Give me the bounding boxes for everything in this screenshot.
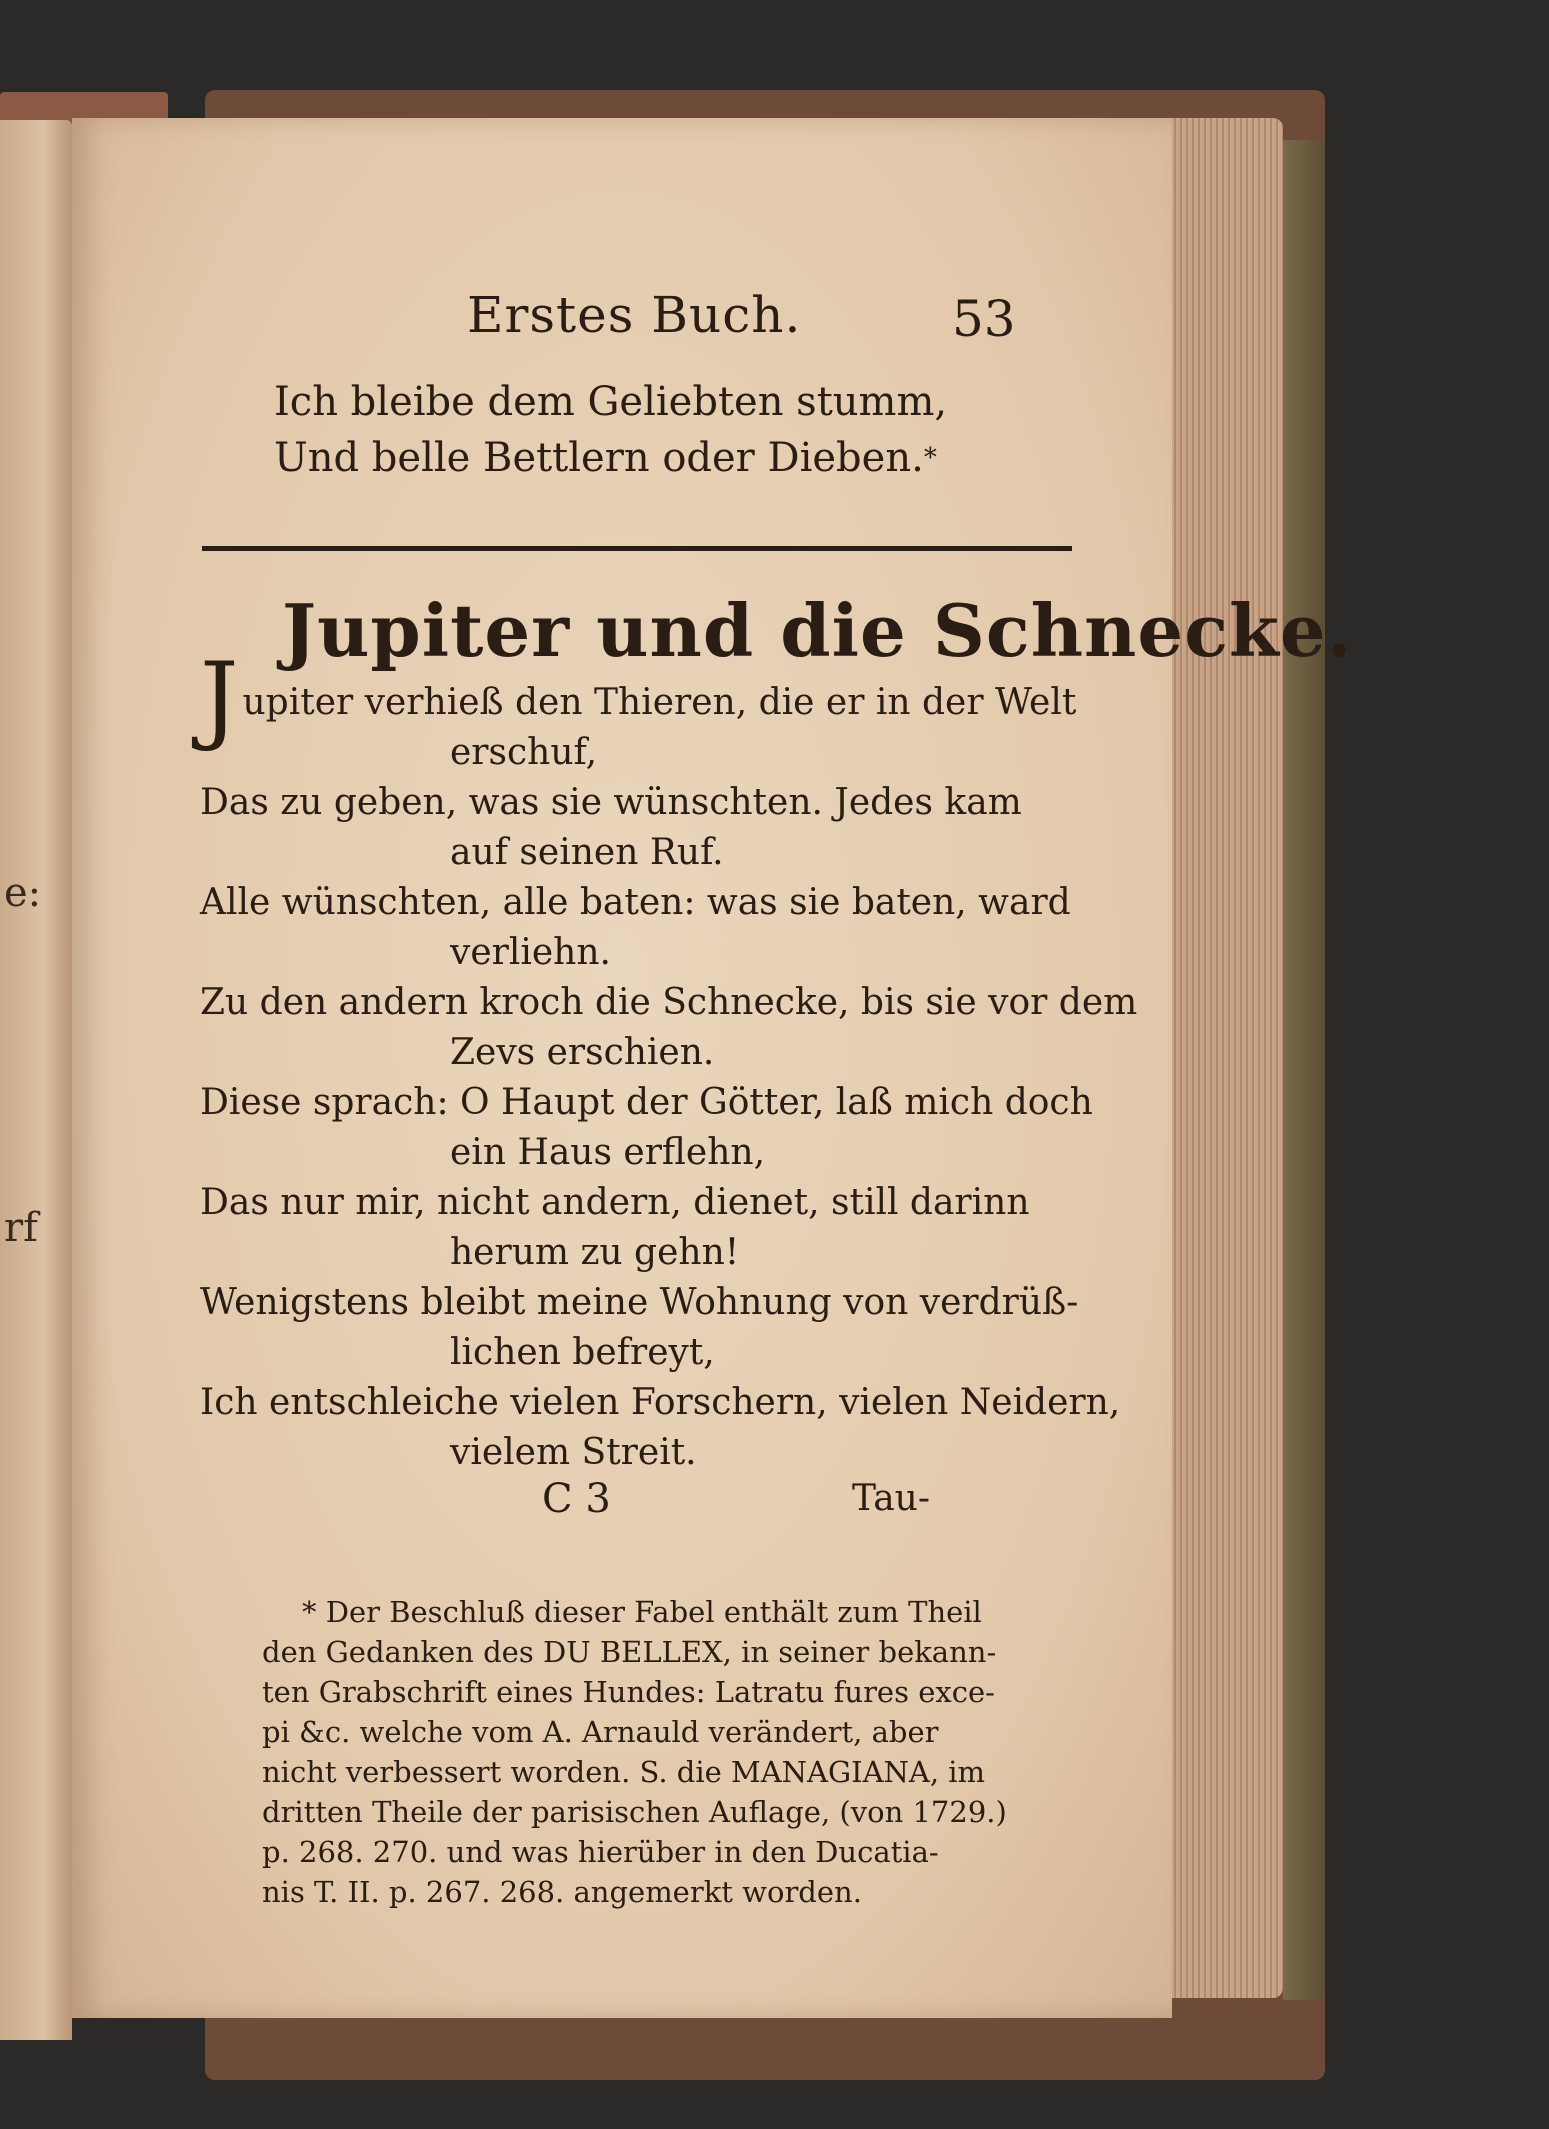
fable-line: Das nur mir, nicht andern, dienet, still darinn	[200, 1182, 1030, 1223]
footnote-line: pi &c. welche vom A. Arnauld verändert, aber	[262, 1715, 939, 1749]
fable-line: upiter verhieß den Thieren, die er in der Welt	[242, 682, 1077, 723]
footnote	[262, 1592, 1082, 1912]
epigraph-line: Ich bleibe dem Geliebten stumm,	[274, 379, 948, 425]
fable-line: auf seinen Ruf.	[450, 832, 724, 873]
fable-line: ein Haus erflehn,	[450, 1132, 766, 1173]
footnote-line: den Gedanken des DU BELLEX, in seiner bekann-	[262, 1635, 997, 1669]
left-page-fragment: e:	[4, 870, 42, 916]
section-divider	[202, 546, 1072, 551]
fable-line: verliehn.	[450, 932, 611, 973]
epigraph	[274, 374, 1074, 486]
fable-line: Zevs erschien.	[450, 1032, 715, 1073]
fable-line: Wenigstens bleibt meine Wohnung von verdrüß-	[200, 1282, 1079, 1323]
footnote-mark: *	[923, 443, 937, 473]
drop-cap: J	[200, 642, 239, 754]
footnote-line: nicht verbessert worden. S. die MANAGIANA, im	[262, 1755, 986, 1789]
left-page	[0, 120, 72, 2040]
footnote-line: dritten Theile der parisischen Auflage, (von 1729.)	[262, 1795, 1007, 1829]
fable-line: Zu den andern kroch die Schnecke, bis sie vor dem	[200, 982, 1138, 1023]
footnote-line: ten Grabschrift eines Hundes: Latratu fures exce-	[262, 1675, 995, 1709]
fable-line: Das zu geben, was sie wünschten. Jedes kam	[200, 782, 1022, 823]
right-page	[72, 118, 1353, 2018]
page-edges	[1165, 118, 1283, 1998]
fable-line: Diese sprach: O Haupt der Götter, laß mich doch	[200, 1082, 1093, 1123]
catchword: Tau-	[852, 1478, 931, 1519]
signature-mark: C 3	[542, 1476, 611, 1522]
epigraph-line	[274, 430, 1074, 486]
left-page-fragment: rf	[4, 1205, 38, 1251]
epigraph-line-text: Und belle Bettlern oder Dieben.	[274, 435, 924, 481]
fable-line: Alle wünschten, alle baten: was sie baten, ward	[200, 882, 1071, 923]
page-number: 53	[952, 290, 1016, 348]
fable-line: erschuf,	[450, 732, 598, 773]
fable-line: lichen befreyt,	[450, 1332, 715, 1373]
running-head: Erstes Buch.	[467, 286, 802, 344]
fable-title: Jupiter und die Schnecke.	[282, 588, 1353, 673]
footnote-line: nis T. II. p. 267. 268. angemerkt worden.	[262, 1875, 862, 1909]
footnote-line: * Der Beschluß dieser Fabel enthält zum Theil	[302, 1595, 982, 1629]
footnote-line: p. 268. 270. und was hierüber in den Ducatia-	[262, 1835, 939, 1869]
cover-edge	[1283, 140, 1325, 2000]
fable-line: Ich entschleiche vielen Forschern, vielen Neidern,	[200, 1382, 1121, 1423]
fable-line: herum zu gehn!	[450, 1232, 740, 1273]
fable-text	[200, 642, 1138, 1478]
fable-line: vielem Streit.	[450, 1432, 697, 1473]
